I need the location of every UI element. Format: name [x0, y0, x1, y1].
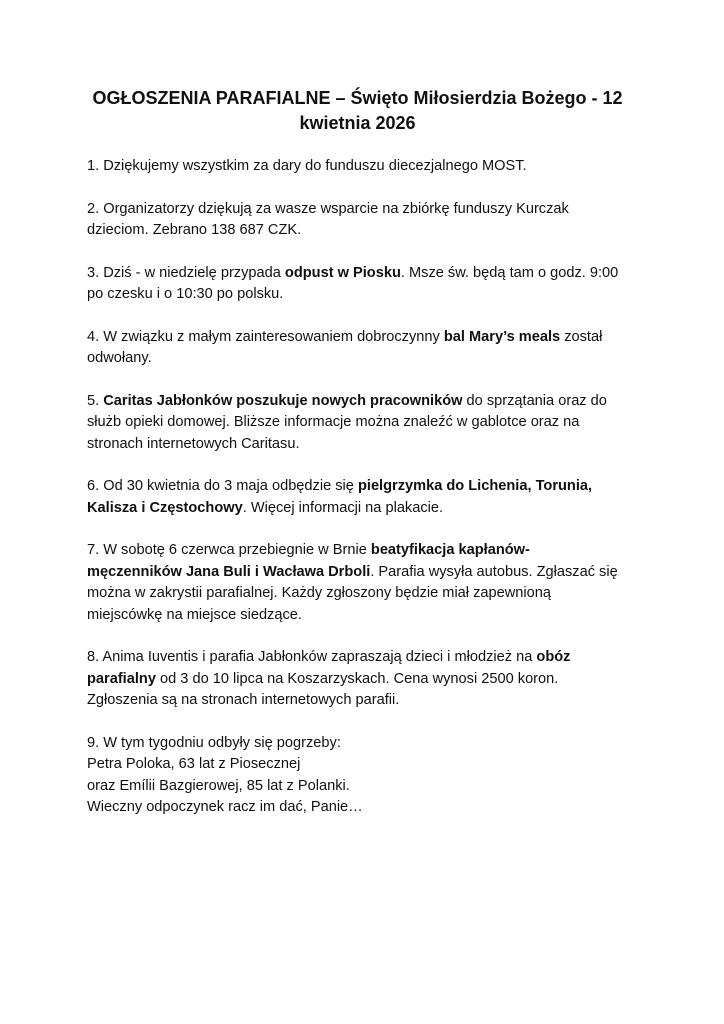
- announcement-item-2: [87, 199, 628, 242]
- text-segment: można w zakrystii parafialnej. Każdy zgłoszony będzie miał zapewnioną: [87, 585, 551, 601]
- text-segment: miejscówkę na miejsce siedzące.: [87, 606, 302, 623]
- text-segment: do sprzątania oraz do: [462, 392, 607, 409]
- announcement-line: [87, 412, 628, 434]
- bold-text-segment: parafialny: [87, 670, 156, 687]
- bold-text-segment: beatyfikacja kapłanów-: [370, 542, 530, 558]
- announcement-line: [87, 562, 628, 584]
- announcement-line: [87, 156, 628, 178]
- text-segment: 4. W związku z małym zainteresowaniem dobroczynny: [87, 328, 444, 345]
- announcement-item-5: [87, 391, 628, 456]
- announcement-line: [87, 797, 628, 819]
- bold-text-segment: pielgrzymka do Lichenia, Torunia,: [357, 478, 593, 494]
- announcement-line: [87, 284, 628, 306]
- bold-text-segment: Kalisza i Częstochowy: [87, 499, 243, 516]
- text-segment: został: [560, 328, 603, 345]
- announcement-list: [87, 156, 628, 819]
- text-segment: 6. Od 30 kwietnia do 3 maja odbędzie się: [87, 478, 358, 494]
- announcement-item-7: [87, 540, 628, 626]
- title-line-2: kwietnia 2026: [299, 113, 416, 133]
- announcement-line: [87, 476, 628, 498]
- text-segment: Zgłoszenia są na stronach internetowych parafii.: [87, 692, 400, 708]
- text-segment: 5.: [87, 392, 104, 409]
- document-title: [87, 86, 628, 136]
- text-segment: . Parafia wysyła autobus. Zgłaszać się: [370, 563, 618, 580]
- announcement-line: [87, 647, 628, 669]
- text-segment: służb opieki domowej. Bliższe informacje można znaleźć w gablotce oraz na: [87, 414, 580, 430]
- announcement-item-8: [87, 647, 628, 712]
- announcement-line: [87, 220, 628, 242]
- text-segment: Wieczny odpoczynek racz im dać, Panie…: [87, 799, 363, 815]
- bold-text-segment: obóz: [536, 649, 571, 665]
- bold-text-segment: bal Mary’s meals: [443, 328, 561, 345]
- text-segment: odwołany.: [87, 350, 152, 366]
- announcement-line: [87, 263, 628, 285]
- text-segment: 7. W sobotę 6 czerwca przebiegnie w Brnie: [87, 542, 371, 558]
- announcement-line: [87, 498, 628, 520]
- text-segment: 9. W tym tygodniu odbyły się pogrzeby:: [87, 734, 341, 751]
- announcement-line: [87, 776, 628, 798]
- text-segment: Petra Poloka, 63 lat z Piosecznej: [87, 756, 301, 772]
- bold-text-segment: Caritas Jabłonków poszukuje nowych pracowników: [103, 392, 463, 409]
- announcement-item-9: [87, 733, 628, 819]
- announcement-line: [87, 348, 628, 370]
- announcement-item-4: [87, 327, 628, 370]
- text-segment: po czesku i o 10:30 po polsku.: [87, 286, 284, 302]
- announcement-line: [87, 327, 628, 349]
- announcement-line: [87, 391, 628, 413]
- announcement-line: [87, 199, 628, 221]
- text-segment: dzieciom. Zebrano 138 687 CZK.: [87, 222, 302, 238]
- text-segment: 1. Dziękujemy wszystkim za dary do funduszu diecezjalnego MOST.: [87, 158, 527, 174]
- announcement-line: [87, 605, 628, 627]
- text-segment: 3. Dziś - w niedzielę przypada: [87, 264, 285, 281]
- announcement-item-3: [87, 263, 628, 306]
- announcement-line: [87, 733, 628, 755]
- bold-text-segment: męczenników Jana Buli i Wacława Drboli: [87, 563, 371, 580]
- announcement-line: [87, 669, 628, 691]
- announcement-line: [87, 690, 628, 712]
- announcement-item-6: [87, 476, 628, 519]
- text-segment: . Msze św. będą tam o godz. 9:00: [400, 264, 619, 281]
- announcement-line: [87, 540, 628, 562]
- text-segment: 8. Anima Iuventis i parafia Jabłonków zapraszają dzieci i młodzież na: [87, 649, 537, 665]
- text-segment: 2. Organizatorzy dziękują za wasze wsparcie na zbiórkę funduszy Kurczak: [87, 200, 569, 217]
- text-segment: stronach internetowych Caritasu.: [87, 435, 300, 452]
- announcement-line: [87, 754, 628, 776]
- announcement-item-1: [87, 156, 628, 178]
- bold-text-segment: odpust w Piosku: [284, 264, 401, 281]
- text-segment: . Więcej informacji na plakacie.: [242, 499, 444, 516]
- text-segment: oraz Emílii Bazgierowej, 85 lat z Polanki.: [87, 777, 350, 794]
- text-segment: od 3 do 10 lipca na Koszarzyskach. Cena wynosi 2500 koron.: [155, 670, 559, 687]
- announcement-line: [87, 434, 628, 456]
- title-line-1: OGŁOSZENIA PARAFIALNE – Święto Miłosierdzia Bożego - 12: [92, 88, 623, 108]
- announcement-line: [87, 583, 628, 605]
